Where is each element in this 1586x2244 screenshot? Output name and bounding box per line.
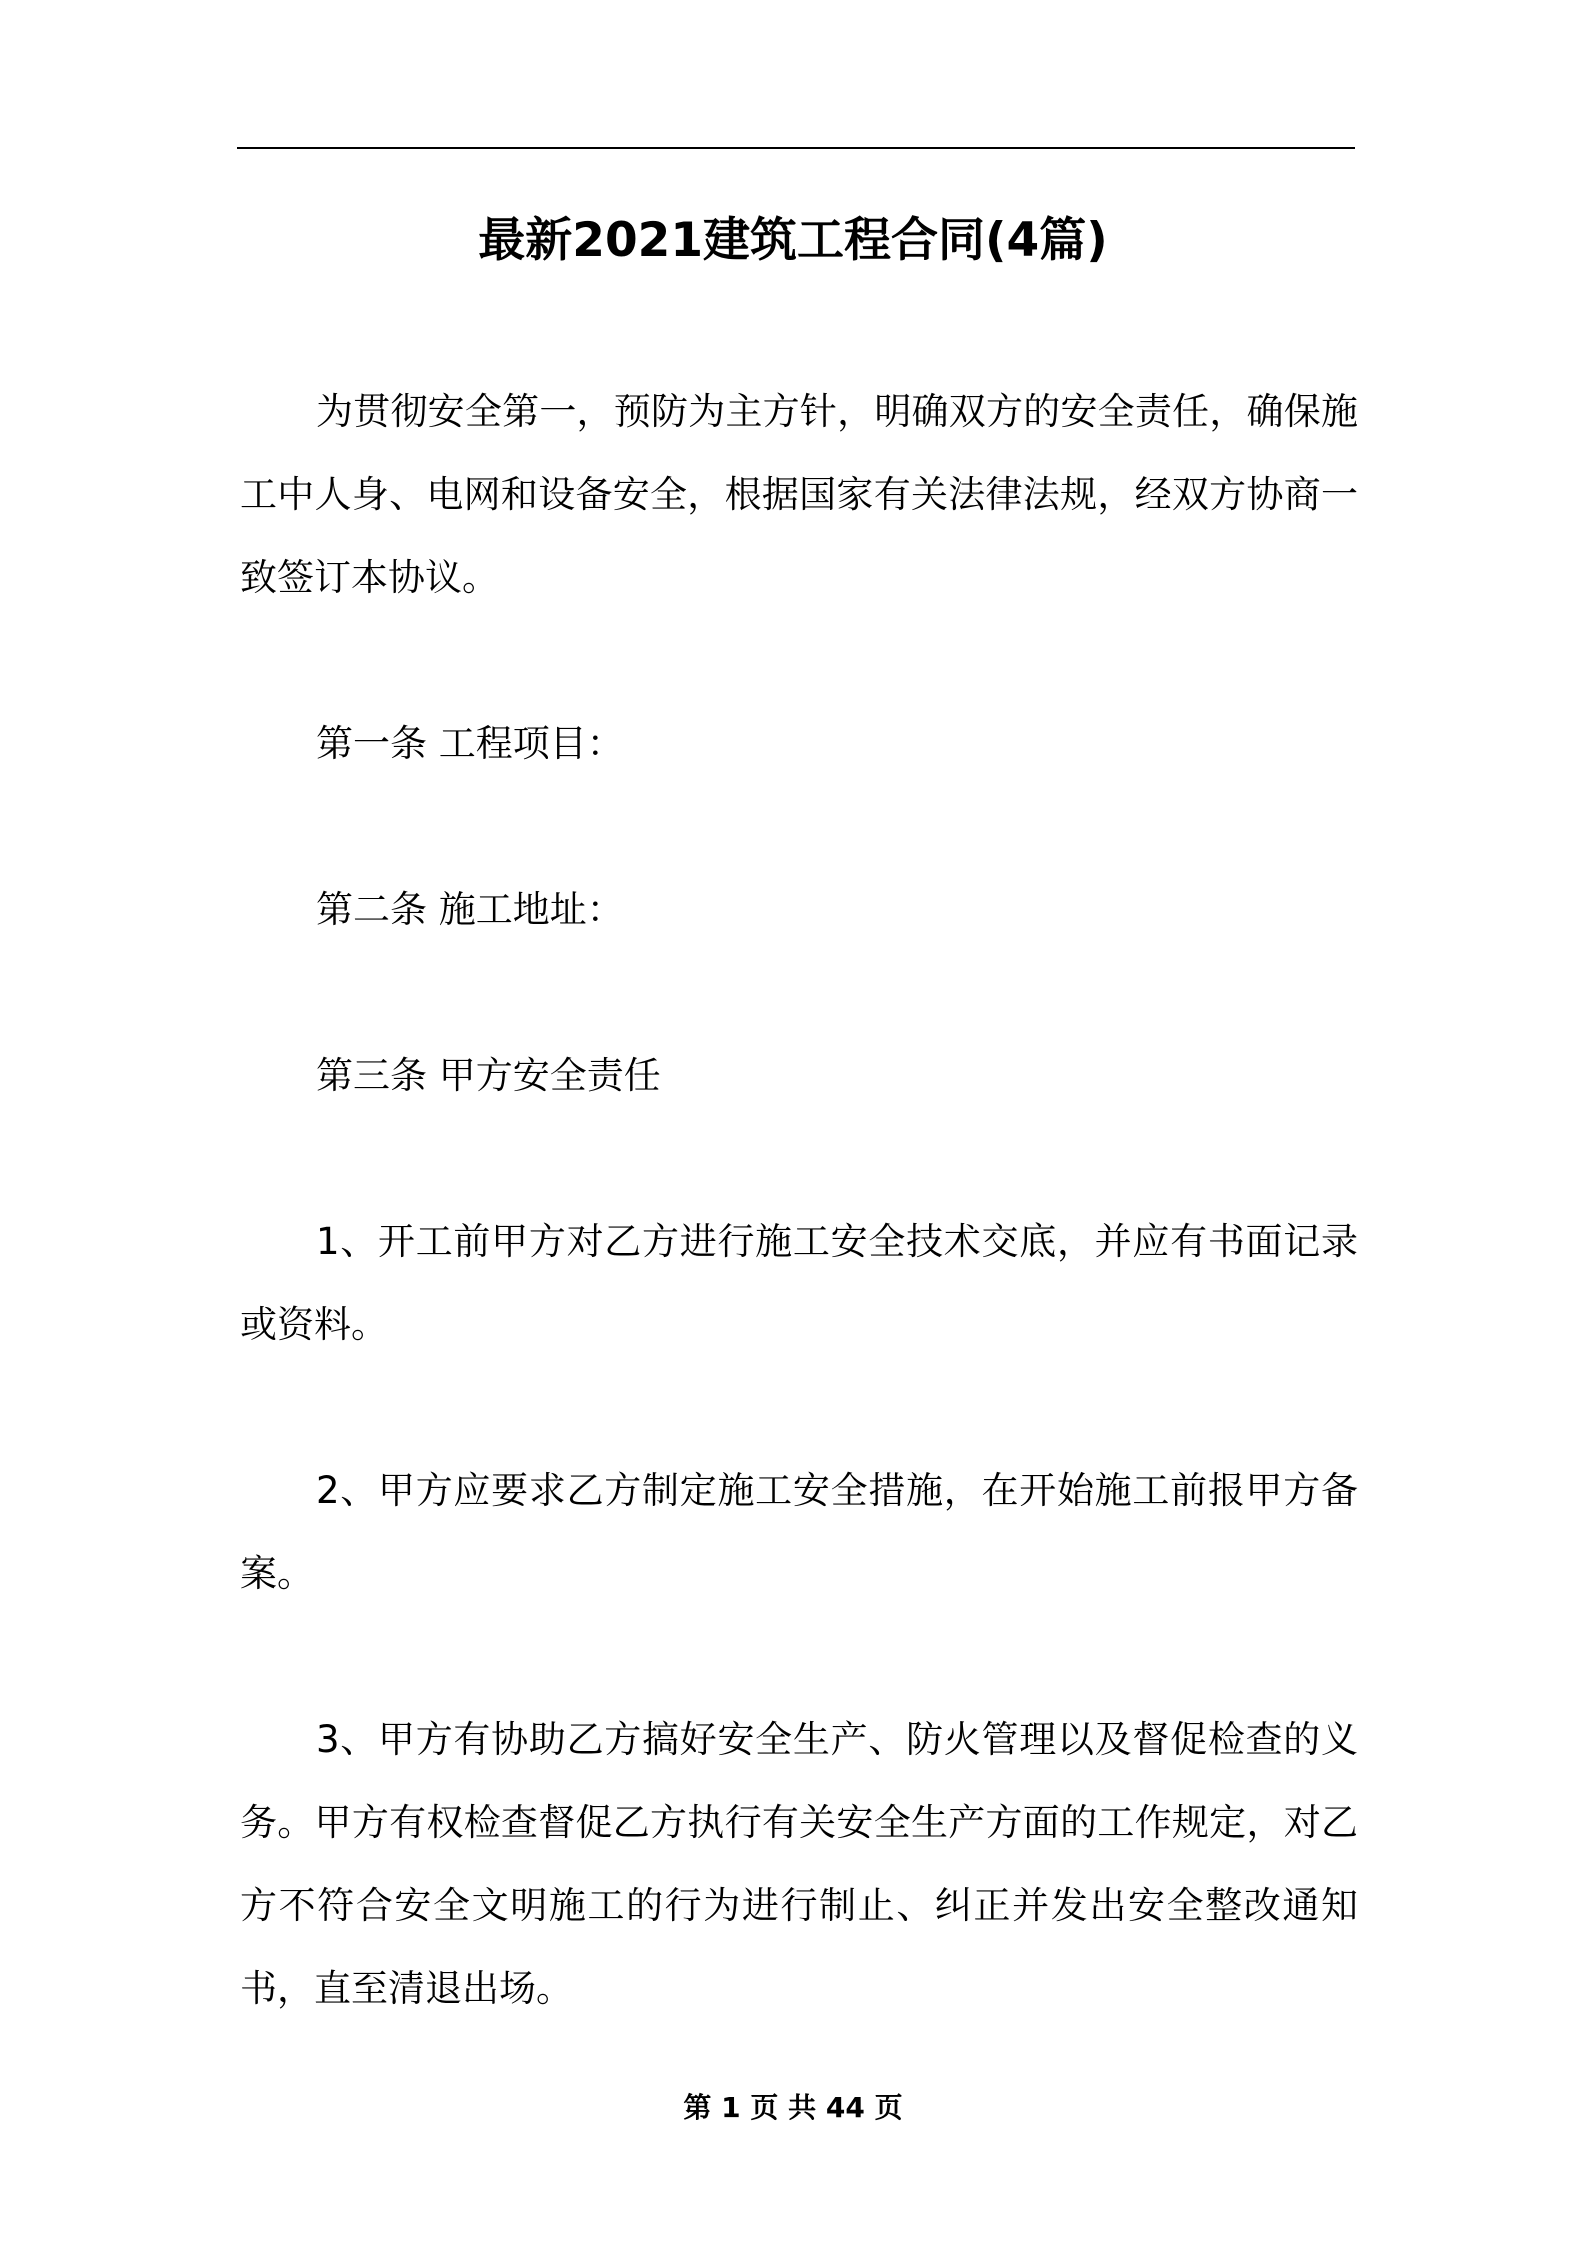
clause-2-paragraph: 2、甲方应要求乙方制定施工安全措施，在开始施工前报甲方备案。 (240, 1469, 1358, 1595)
clause-3-paragraph: 3、甲方有协助乙方搞好安全生产、防火管理以及督促检查的义务。甲方有权检查督促乙方执行有关安全生产方面的工作规定，对乙方不符合安全文明施工的行为进行制止、纠正并发出安全整改通知书，直至清退出场。 (240, 1718, 1358, 2010)
article-3-heading: 第三条 甲方安全责任 (316, 1054, 661, 1097)
document-title: 最新2021建筑工程合同(4篇) (478, 213, 1108, 268)
article-1-heading: 第一条 工程项目： (316, 722, 624, 765)
intro-paragraph: 为贯彻安全第一，预防为主方针，明确双方的安全责任，确保施工中人身、电网和设备安全，根据国家有关法律法规，经双方协商一致签订本协议。 (240, 390, 1358, 599)
article-2-heading: 第二条 施工地址： (316, 888, 624, 931)
page-number-footer: 第 1 页 共 44 页 (683, 2091, 903, 2124)
header-rule (237, 147, 1355, 149)
clause-1-paragraph: 1、开工前甲方对乙方进行施工安全技术交底，并应有书面记录或资料。 (240, 1220, 1358, 1346)
document-body (240, 370, 1358, 2030)
